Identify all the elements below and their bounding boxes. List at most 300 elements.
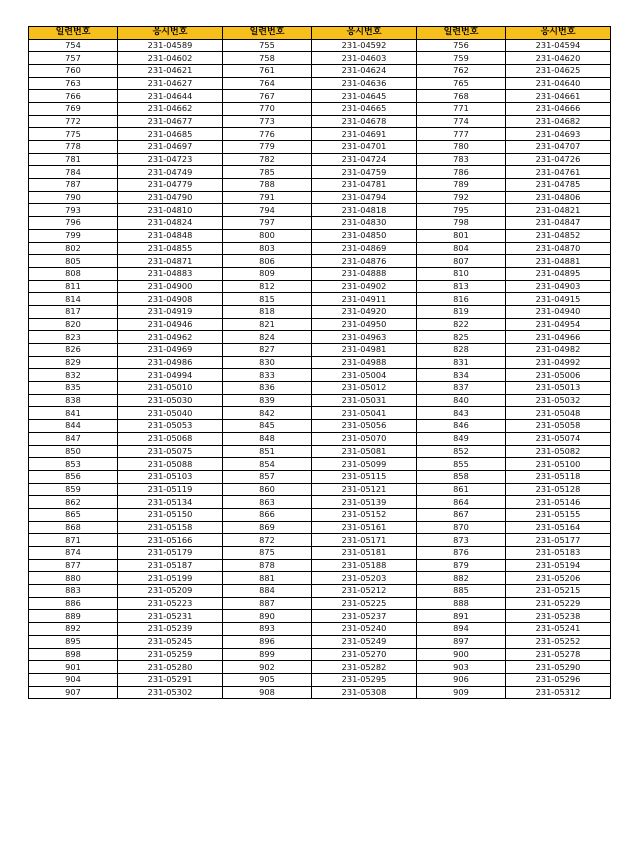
table-row — [29, 572, 611, 585]
exam-number-cell: 231-05199 — [118, 572, 223, 585]
serial-number-cell: 897 — [417, 635, 506, 648]
serial-number-cell: 820 — [29, 318, 118, 331]
exam-number-cell: 231-04661 — [506, 90, 611, 103]
exam-number-cell: 231-05229 — [506, 597, 611, 610]
table-body — [29, 39, 611, 699]
serial-number-cell: 802 — [29, 242, 118, 255]
serial-number-cell: 848 — [223, 432, 312, 445]
serial-number-cell: 755 — [223, 39, 312, 52]
exam-number-cell: 231-05296 — [506, 673, 611, 686]
exam-number-cell: 231-04707 — [506, 141, 611, 154]
serial-number-cell: 867 — [417, 508, 506, 521]
exam-number-cell: 231-05010 — [118, 382, 223, 395]
exam-number-cell: 231-04982 — [506, 344, 611, 357]
serial-number-cell: 856 — [29, 470, 118, 483]
table-row — [29, 432, 611, 445]
serial-number-cell: 816 — [417, 293, 506, 306]
table-row — [29, 141, 611, 154]
exam-number-cell: 231-04682 — [506, 115, 611, 128]
exam-number-cell: 231-05146 — [506, 496, 611, 509]
serial-number-cell: 849 — [417, 432, 506, 445]
exam-number-cell: 231-05203 — [312, 572, 417, 585]
exam-number-cell: 231-05206 — [506, 572, 611, 585]
serial-number-cell: 825 — [417, 331, 506, 344]
exam-number-cell: 231-04954 — [506, 318, 611, 331]
exam-number-cell: 231-04900 — [118, 280, 223, 293]
exam-number-cell: 231-04994 — [118, 369, 223, 382]
exam-number-cell: 231-05118 — [506, 470, 611, 483]
serial-number-cell: 778 — [29, 141, 118, 154]
table-row — [29, 623, 611, 636]
exam-number-cell: 231-05100 — [506, 458, 611, 471]
serial-number-cell: 765 — [417, 77, 506, 90]
exam-number-cell: 231-04806 — [506, 191, 611, 204]
serial-number-cell: 808 — [29, 267, 118, 280]
table-row — [29, 369, 611, 382]
table-row — [29, 293, 611, 306]
serial-number-cell: 865 — [29, 508, 118, 521]
table-row — [29, 382, 611, 395]
serial-number-cell: 864 — [417, 496, 506, 509]
exam-number-cell: 231-04870 — [506, 242, 611, 255]
exam-number-cell: 231-05259 — [118, 648, 223, 661]
table-row — [29, 204, 611, 217]
serial-number-cell: 800 — [223, 229, 312, 242]
serial-number-cell: 818 — [223, 305, 312, 318]
serial-number-cell: 814 — [29, 293, 118, 306]
serial-number-cell: 890 — [223, 610, 312, 623]
exam-number-cell: 231-04594 — [506, 39, 611, 52]
exam-number-cell: 231-05308 — [312, 686, 417, 699]
serial-number-cell: 768 — [417, 90, 506, 103]
exam-number-cell: 231-04697 — [118, 141, 223, 154]
serial-number-cell: 824 — [223, 331, 312, 344]
exam-number-cell: 231-04818 — [312, 204, 417, 217]
serial-number-cell: 883 — [29, 585, 118, 598]
serial-number-cell: 790 — [29, 191, 118, 204]
exam-number-cell: 231-05183 — [506, 547, 611, 560]
exam-number-cell: 231-05181 — [312, 547, 417, 560]
exam-number-cell: 231-04911 — [312, 293, 417, 306]
table-row — [29, 102, 611, 115]
exam-number-cell: 231-05070 — [312, 432, 417, 445]
exam-number-cell: 231-04908 — [118, 293, 223, 306]
exam-number-cell: 231-05282 — [312, 661, 417, 674]
exam-number-cell: 231-05302 — [118, 686, 223, 699]
serial-number-cell: 795 — [417, 204, 506, 217]
exam-number-cell: 231-05225 — [312, 597, 417, 610]
table-row — [29, 585, 611, 598]
table-row — [29, 508, 611, 521]
serial-number-cell: 783 — [417, 153, 506, 166]
table-row — [29, 64, 611, 77]
exam-number-cell: 231-04850 — [312, 229, 417, 242]
exam-number-cell: 231-04662 — [118, 102, 223, 115]
header-serial-number: 일련번호 — [29, 27, 118, 40]
serial-number-cell: 868 — [29, 521, 118, 534]
exam-number-cell: 231-04779 — [118, 179, 223, 192]
exam-number-cell: 231-05053 — [118, 420, 223, 433]
exam-number-cell: 231-04691 — [312, 128, 417, 141]
exam-number-cell: 231-04726 — [506, 153, 611, 166]
exam-number-cell: 231-04821 — [506, 204, 611, 217]
serial-number-cell: 907 — [29, 686, 118, 699]
exam-number-cell: 231-05223 — [118, 597, 223, 610]
exam-number-cell: 231-04701 — [312, 141, 417, 154]
serial-number-cell: 850 — [29, 445, 118, 458]
serial-number-cell: 829 — [29, 356, 118, 369]
exam-number-cell: 231-04627 — [118, 77, 223, 90]
serial-number-cell: 792 — [417, 191, 506, 204]
exam-number-cell: 231-05121 — [312, 483, 417, 496]
serial-number-cell: 876 — [417, 547, 506, 560]
table-row — [29, 597, 611, 610]
exam-number-cell: 231-04645 — [312, 90, 417, 103]
exam-number-cell: 231-04693 — [506, 128, 611, 141]
serial-number-cell: 886 — [29, 597, 118, 610]
serial-number-cell: 841 — [29, 407, 118, 420]
exam-number-cell: 231-04902 — [312, 280, 417, 293]
serial-number-cell: 903 — [417, 661, 506, 674]
serial-number-cell: 805 — [29, 255, 118, 268]
exam-number-cell: 231-04666 — [506, 102, 611, 115]
serial-number-cell: 845 — [223, 420, 312, 433]
serial-number-cell: 791 — [223, 191, 312, 204]
serial-number-cell: 880 — [29, 572, 118, 585]
serial-number-cell: 835 — [29, 382, 118, 395]
exam-number-cell: 231-04988 — [312, 356, 417, 369]
exam-number-cell: 231-05239 — [118, 623, 223, 636]
exam-number-cell: 231-05238 — [506, 610, 611, 623]
serial-number-cell: 826 — [29, 344, 118, 357]
table-row — [29, 673, 611, 686]
exam-number-cell: 231-05075 — [118, 445, 223, 458]
serial-number-cell: 874 — [29, 547, 118, 560]
serial-number-cell: 879 — [417, 559, 506, 572]
exam-number-cell: 231-04915 — [506, 293, 611, 306]
serial-number-cell: 861 — [417, 483, 506, 496]
exam-number-cell: 231-05231 — [118, 610, 223, 623]
exam-number-cell: 231-04636 — [312, 77, 417, 90]
table-row — [29, 280, 611, 293]
exam-number-cell: 231-05119 — [118, 483, 223, 496]
serial-number-cell: 786 — [417, 166, 506, 179]
table-row — [29, 39, 611, 52]
table-row — [29, 318, 611, 331]
serial-number-cell: 870 — [417, 521, 506, 534]
exam-number-cell: 231-05058 — [506, 420, 611, 433]
exam-number-cell: 231-04640 — [506, 77, 611, 90]
serial-number-cell: 756 — [417, 39, 506, 52]
serial-number-cell: 852 — [417, 445, 506, 458]
exam-number-cell: 231-04665 — [312, 102, 417, 115]
serial-number-cell: 896 — [223, 635, 312, 648]
serial-number-cell: 813 — [417, 280, 506, 293]
table-row — [29, 344, 611, 357]
serial-number-cell: 810 — [417, 267, 506, 280]
header-row — [29, 27, 611, 40]
serial-number-cell: 857 — [223, 470, 312, 483]
serial-number-cell: 831 — [417, 356, 506, 369]
serial-number-cell: 901 — [29, 661, 118, 674]
serial-number-cell: 892 — [29, 623, 118, 636]
exam-number-cell: 231-05012 — [312, 382, 417, 395]
exam-number-cell: 231-04602 — [118, 52, 223, 65]
serial-number-cell: 908 — [223, 686, 312, 699]
exam-number-cell: 231-05068 — [118, 432, 223, 445]
serial-number-cell: 819 — [417, 305, 506, 318]
serial-number-cell: 871 — [29, 534, 118, 547]
header-exam-number: 응시번호 — [506, 27, 611, 40]
serial-number-cell: 822 — [417, 318, 506, 331]
serial-number-cell: 781 — [29, 153, 118, 166]
table-row — [29, 217, 611, 230]
exam-number-cell: 231-05187 — [118, 559, 223, 572]
exam-number-cell: 231-04881 — [506, 255, 611, 268]
exam-number-cell: 231-05241 — [506, 623, 611, 636]
table-row — [29, 90, 611, 103]
exam-number-cell: 231-04644 — [118, 90, 223, 103]
serial-number-cell: 866 — [223, 508, 312, 521]
exam-number-cell: 231-05291 — [118, 673, 223, 686]
exam-number-cell: 231-05103 — [118, 470, 223, 483]
serial-number-cell: 906 — [417, 673, 506, 686]
exam-number-cell: 231-04888 — [312, 267, 417, 280]
serial-number-cell: 844 — [29, 420, 118, 433]
exam-number-cell: 231-04883 — [118, 267, 223, 280]
serial-number-cell: 779 — [223, 141, 312, 154]
table-row — [29, 407, 611, 420]
exam-number-cell: 231-05134 — [118, 496, 223, 509]
exam-number-cell: 231-05013 — [506, 382, 611, 395]
serial-number-cell: 830 — [223, 356, 312, 369]
exam-number-cell: 231-04962 — [118, 331, 223, 344]
serial-number-cell: 827 — [223, 344, 312, 357]
exam-number-cell: 231-05240 — [312, 623, 417, 636]
exam-number-cell: 231-04785 — [506, 179, 611, 192]
serial-number-cell: 769 — [29, 102, 118, 115]
serial-number-cell: 854 — [223, 458, 312, 471]
serial-number-cell: 900 — [417, 648, 506, 661]
table-row — [29, 534, 611, 547]
serial-number-cell: 773 — [223, 115, 312, 128]
exam-number-cell: 231-04749 — [118, 166, 223, 179]
serial-number-cell: 855 — [417, 458, 506, 471]
exam-number-cell: 231-04969 — [118, 344, 223, 357]
exam-number-cell: 231-05030 — [118, 394, 223, 407]
serial-number-cell: 757 — [29, 52, 118, 65]
serial-number-cell: 853 — [29, 458, 118, 471]
header-serial-number: 일련번호 — [223, 27, 312, 40]
table-row — [29, 242, 611, 255]
exam-number-cell: 231-05139 — [312, 496, 417, 509]
exam-number-cell: 231-04621 — [118, 64, 223, 77]
serial-number-cell: 764 — [223, 77, 312, 90]
serial-number-cell: 878 — [223, 559, 312, 572]
serial-number-cell: 887 — [223, 597, 312, 610]
exam-number-cell: 231-04589 — [118, 39, 223, 52]
exam-number-cell: 231-04919 — [118, 305, 223, 318]
serial-number-cell: 807 — [417, 255, 506, 268]
serial-number-cell: 872 — [223, 534, 312, 547]
exam-number-cell: 231-04946 — [118, 318, 223, 331]
exam-number-cell: 231-04855 — [118, 242, 223, 255]
serial-number-cell: 859 — [29, 483, 118, 496]
serial-number-cell: 775 — [29, 128, 118, 141]
exam-number-cell: 231-05252 — [506, 635, 611, 648]
serial-number-cell: 772 — [29, 115, 118, 128]
serial-number-cell: 766 — [29, 90, 118, 103]
serial-number-cell: 869 — [223, 521, 312, 534]
serial-number-cell: 891 — [417, 610, 506, 623]
exam-number-cell: 231-04685 — [118, 128, 223, 141]
serial-number-cell: 799 — [29, 229, 118, 242]
serial-number-cell: 894 — [417, 623, 506, 636]
table-row — [29, 52, 611, 65]
exam-number-cell: 231-05004 — [312, 369, 417, 382]
serial-number-cell: 782 — [223, 153, 312, 166]
serial-number-cell: 759 — [417, 52, 506, 65]
serial-number-cell: 885 — [417, 585, 506, 598]
header-exam-number: 응시번호 — [118, 27, 223, 40]
serial-number-cell: 860 — [223, 483, 312, 496]
table-row — [29, 153, 611, 166]
table-row — [29, 547, 611, 560]
table-row — [29, 179, 611, 192]
serial-number-cell: 758 — [223, 52, 312, 65]
serial-number-cell: 882 — [417, 572, 506, 585]
table-row — [29, 635, 611, 648]
serial-number-cell: 762 — [417, 64, 506, 77]
serial-number-cell: 847 — [29, 432, 118, 445]
exam-number-cell: 231-04876 — [312, 255, 417, 268]
exam-number-cell: 231-04724 — [312, 153, 417, 166]
exam-number-cell: 231-04678 — [312, 115, 417, 128]
exam-number-cell: 231-05099 — [312, 458, 417, 471]
table-row — [29, 610, 611, 623]
exam-number-cell: 231-04848 — [118, 229, 223, 242]
serial-number-cell: 840 — [417, 394, 506, 407]
table-row — [29, 229, 611, 242]
exam-number-cell: 231-05006 — [506, 369, 611, 382]
exam-number-cell: 231-04810 — [118, 204, 223, 217]
exam-number-cell: 231-04869 — [312, 242, 417, 255]
serial-number-cell: 763 — [29, 77, 118, 90]
serial-number-cell: 895 — [29, 635, 118, 648]
exam-number-cell: 231-04603 — [312, 52, 417, 65]
serial-number-cell: 771 — [417, 102, 506, 115]
table-row — [29, 483, 611, 496]
serial-number-cell: 785 — [223, 166, 312, 179]
serial-number-cell: 899 — [223, 648, 312, 661]
table-row — [29, 255, 611, 268]
table-row — [29, 115, 611, 128]
serial-number-cell: 884 — [223, 585, 312, 598]
serial-number-cell: 767 — [223, 90, 312, 103]
table-row — [29, 559, 611, 572]
serial-number-cell: 812 — [223, 280, 312, 293]
header-exam-number: 응시번호 — [312, 27, 417, 40]
serial-number-cell: 803 — [223, 242, 312, 255]
table-row — [29, 267, 611, 280]
serial-number-cell: 780 — [417, 141, 506, 154]
exam-number-cell: 231-04871 — [118, 255, 223, 268]
exam-number-cell: 231-05056 — [312, 420, 417, 433]
table-row — [29, 191, 611, 204]
exam-number-cell: 231-04981 — [312, 344, 417, 357]
table-row — [29, 661, 611, 674]
table-row — [29, 686, 611, 699]
table-row — [29, 331, 611, 344]
table-row — [29, 394, 611, 407]
serial-number-cell: 862 — [29, 496, 118, 509]
exam-number-cell: 231-05212 — [312, 585, 417, 598]
exam-number-cell: 231-05041 — [312, 407, 417, 420]
exam-number-cell: 231-04824 — [118, 217, 223, 230]
serial-number-cell: 770 — [223, 102, 312, 115]
exam-number-cell: 231-05155 — [506, 508, 611, 521]
serial-number-cell: 804 — [417, 242, 506, 255]
table-row — [29, 166, 611, 179]
exam-number-cell: 231-05237 — [312, 610, 417, 623]
exam-number-cell: 231-05032 — [506, 394, 611, 407]
table-row — [29, 458, 611, 471]
serial-number-cell: 774 — [417, 115, 506, 128]
exam-number-cell: 231-05031 — [312, 394, 417, 407]
exam-number-cell: 231-04966 — [506, 331, 611, 344]
serial-number-cell: 793 — [29, 204, 118, 217]
serial-number-cell: 846 — [417, 420, 506, 433]
serial-number-cell: 905 — [223, 673, 312, 686]
serial-number-cell: 863 — [223, 496, 312, 509]
exam-number-cell: 231-05249 — [312, 635, 417, 648]
serial-number-cell: 798 — [417, 217, 506, 230]
serial-number-cell: 777 — [417, 128, 506, 141]
exam-number-cell: 231-04903 — [506, 280, 611, 293]
serial-number-cell: 851 — [223, 445, 312, 458]
exam-number-cell: 231-04620 — [506, 52, 611, 65]
serial-number-cell: 888 — [417, 597, 506, 610]
exam-number-cell: 231-05312 — [506, 686, 611, 699]
serial-number-cell: 828 — [417, 344, 506, 357]
serial-number-cell: 836 — [223, 382, 312, 395]
exam-number-cell: 231-05171 — [312, 534, 417, 547]
serial-number-cell: 837 — [417, 382, 506, 395]
exam-number-cell: 231-04920 — [312, 305, 417, 318]
serial-number-cell: 817 — [29, 305, 118, 318]
serial-number-cell: 794 — [223, 204, 312, 217]
serial-number-cell: 902 — [223, 661, 312, 674]
serial-number-cell: 873 — [417, 534, 506, 547]
exam-number-cell: 231-05290 — [506, 661, 611, 674]
serial-number-cell: 806 — [223, 255, 312, 268]
exam-number-cell: 231-04677 — [118, 115, 223, 128]
serial-number-cell: 839 — [223, 394, 312, 407]
table-row — [29, 128, 611, 141]
exam-number-cell: 231-04895 — [506, 267, 611, 280]
exam-number-cell: 231-04940 — [506, 305, 611, 318]
exam-number-cell: 231-05166 — [118, 534, 223, 547]
exam-number-cell: 231-05128 — [506, 483, 611, 496]
exam-number-cell: 231-05179 — [118, 547, 223, 560]
exam-number-cell: 231-05150 — [118, 508, 223, 521]
serial-number-cell: 909 — [417, 686, 506, 699]
serial-number-cell: 893 — [223, 623, 312, 636]
exam-number-cell: 231-04950 — [312, 318, 417, 331]
serial-number-cell: 823 — [29, 331, 118, 344]
serial-number-cell: 832 — [29, 369, 118, 382]
serial-number-cell: 784 — [29, 166, 118, 179]
